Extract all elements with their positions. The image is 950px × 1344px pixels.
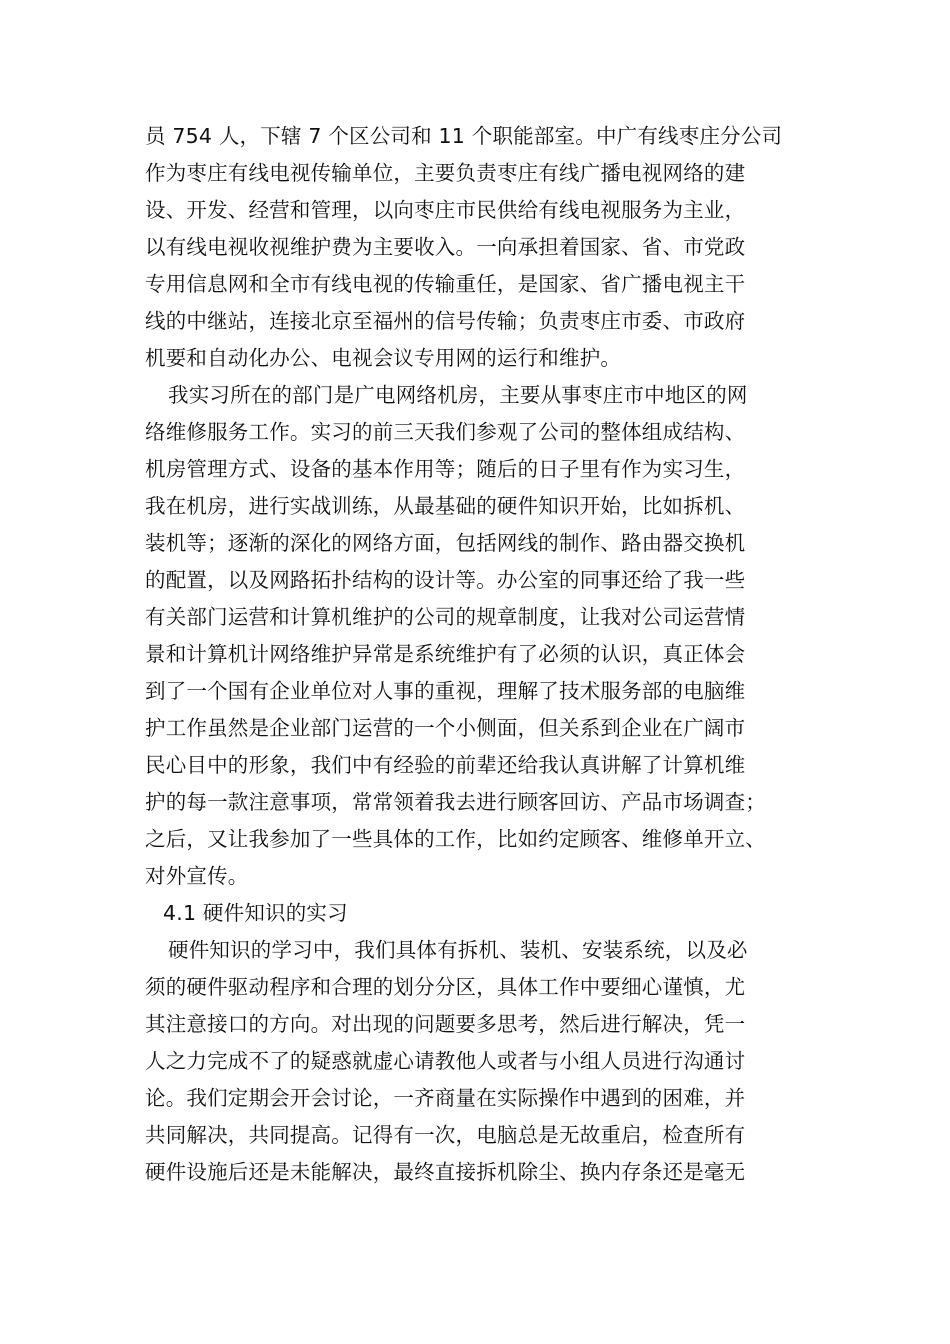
paragraph-2-line-6: 的配置，以及网路拓扑结构的设计等。办公室的同事还给了我一些 — [145, 568, 746, 592]
paragraph-3-line-3: 其注意接口的方向。对出现的问题要多思考，然后进行解决，凭一 — [145, 1012, 746, 1036]
paragraph-3-line-5: 论。我们定期会开会讨论，一齐商量在实际操作中遇到的困难，并 — [145, 1086, 746, 1110]
paragraph-1-line-6: 线的中继站，连接北京至福州的信号传输；负责枣庄市委、市政府 — [145, 309, 746, 333]
paragraph-2-line-9: 到了一个国有企业单位对人事的重视，理解了技术服务部的电脑维 — [145, 679, 746, 703]
paragraph-1-line-7: 机要和自动化办公、电视会议专用网的运行和维护。 — [145, 346, 622, 370]
paragraph-2-line-1: 我实习所在的部门是广电网络机房，主要从事枣庄市中地区的网 — [168, 383, 748, 407]
paragraph-2-line-13: 之后，又让我参加了一些具体的工作，比如约定顾客、维修单开立、 — [145, 827, 766, 851]
paragraph-2-line-14: 对外宣传。 — [145, 864, 249, 888]
paragraph-2-line-5: 装机等；逐渐的深化的网络方面，包括网线的制作、路由器交换机 — [145, 531, 746, 555]
paragraph-1-line-4: 以有线电视收视维护费为主要收入。一向承担着国家、省、市党政 — [145, 235, 746, 259]
paragraph-2-line-10: 护工作虽然是企业部门运营的一个小侧面，但关系到企业在广阔市 — [145, 716, 746, 740]
paragraph-3-line-2: 须的硬件驱动程序和合理的划分分区，具体工作中要细心谨慎，尤 — [145, 975, 746, 999]
paragraph-1-line-2: 作为枣庄有线电视传输单位，主要负责枣庄有线广播电视网络的建 — [145, 161, 746, 185]
paragraph-3-line-1: 硬件知识的学习中，我们具体有拆机、装机、安装系统，以及必 — [168, 938, 748, 962]
paragraph-3-line-6: 共同解决，共同提高。记得有一次，电脑总是无故重启，检查所有 — [145, 1123, 746, 1147]
paragraph-2-line-3: 机房管理方式、设备的基本作用等；随后的日子里有作为实习生， — [145, 457, 746, 481]
paragraph-1-line-3: 设、开发、经营和管理，以向枣庄市民供给有线电视服务为主业， — [145, 198, 746, 222]
section-heading: 4.1 硬件知识的实习 — [163, 901, 348, 925]
paragraph-3-line-4: 人之力完成不了的疑惑就虚心请教他人或者与小组人员进行沟通讨 — [145, 1049, 746, 1073]
paragraph-1-line-5: 专用信息网和全市有线电视的传输重任，是国家、省广播电视主干 — [145, 272, 746, 296]
paragraph-2-line-11: 民心目中的形象，我们中有经验的前辈还给我认真讲解了计算机维 — [145, 753, 746, 777]
paragraph-2-line-12: 护的每一款注意事项，常常领着我去进行顾客回访、产品市场调查； — [145, 790, 766, 814]
paragraph-2-line-7: 有关部门运营和计算机维护的公司的规章制度，让我对公司运营情 — [145, 605, 746, 629]
paragraph-3-line-7: 硬件设施后还是未能解决，最终直接拆机除尘、换内存条还是毫无 — [145, 1160, 746, 1184]
paragraph-2-line-8: 景和计算机计网络维护异常是系统维护有了必须的认识，真正体会 — [145, 642, 746, 666]
paragraph-2-line-2: 络维修服务工作。实习的前三天我们参观了公司的整体组成结构、 — [145, 420, 746, 444]
paragraph-1-line-1: 员 754 人，下辖 7 个区公司和 11 个职能部室。中广有线枣庄分公司 — [145, 124, 783, 148]
paragraph-2-line-4: 我在机房，进行实战训练，从最基础的硬件知识开始，比如拆机、 — [145, 494, 746, 518]
